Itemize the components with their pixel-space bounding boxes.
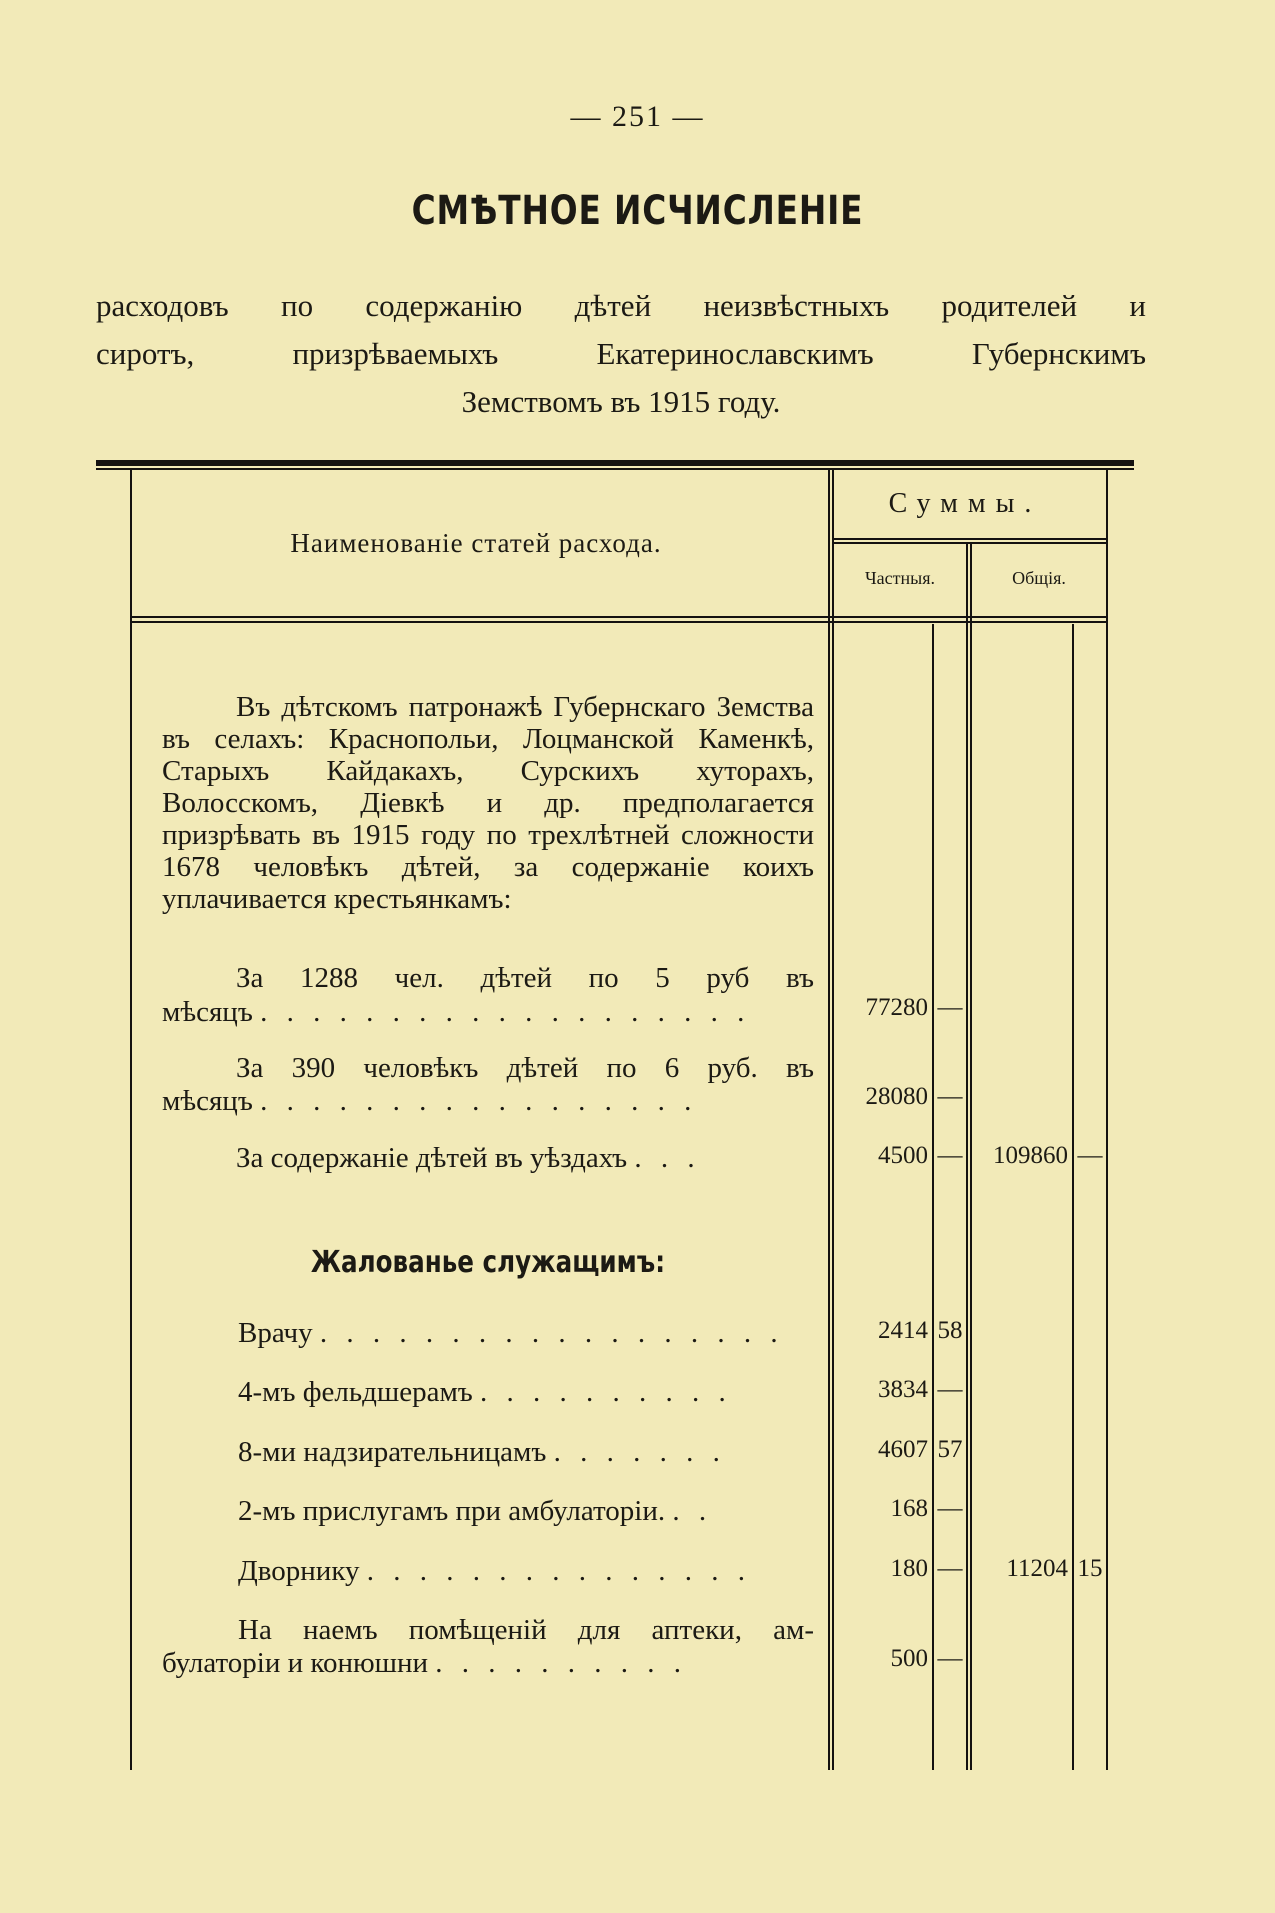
- header-item-names: Наименованіе статей расхода.: [290, 528, 662, 558]
- sums-header-divider: [832, 538, 1106, 540]
- row-label: Дворнику: [238, 1555, 360, 1587]
- subtitle-line-2: сиротъ, призрѣваемыхъ Екатеринославскимъ Губернскимъ: [96, 336, 1146, 371]
- row-feldshers-private-rub: 3834: [878, 1376, 928, 1403]
- row-leader-dots: . . . . . . . . . .: [480, 1376, 732, 1408]
- document-title: СМѢТНОЕ ИСЧИСЛЕНІЕ: [411, 188, 864, 234]
- row-servants: [238, 1495, 712, 1527]
- row-servants-private-rub: 168: [890, 1495, 928, 1522]
- header-bottom-rule: [132, 616, 1106, 618]
- row-label: 8-ми надзирательницамъ: [238, 1436, 547, 1468]
- subtitle-line-3: Земствомъ въ 1915 году.: [461, 384, 781, 419]
- row-1288-private-kop: —: [937, 994, 963, 1021]
- header-general: Общія.: [1012, 568, 1066, 588]
- row-1288-line2: [162, 996, 814, 1028]
- intro-paragraph: [162, 691, 814, 915]
- row-label-2: булаторіи и конюшни: [162, 1647, 429, 1679]
- private-kop-divider: [932, 624, 934, 1770]
- row-390-private-kop: —: [937, 1083, 963, 1110]
- row-label: За 390 человѣкъ дѣтей по 6 руб. въ: [236, 1052, 814, 1084]
- row-rent-private-kop: —: [937, 1645, 963, 1672]
- row-supervisors-private-rub: 4607: [878, 1436, 928, 1463]
- row-janitor-private-rub: 180: [890, 1555, 928, 1582]
- row-janitor: [238, 1555, 751, 1587]
- row-leader-dots: . . . . . . . . . . . . . . .: [366, 1555, 751, 1587]
- page-number: — 251 —: [570, 100, 705, 133]
- header-private: Частныя.: [864, 568, 936, 588]
- sums-header-divider-2: [832, 542, 1106, 544]
- table-left-border: [130, 470, 132, 1770]
- row-label: На наемъ помѣщеній для аптеки, ам-: [238, 1614, 814, 1646]
- row-supervisors-private-kop: 57: [937, 1436, 963, 1463]
- name-col-divider: [828, 470, 830, 1770]
- name-col-divider-double: [832, 470, 834, 1770]
- row-rent-private-rub: 500: [890, 1645, 928, 1672]
- row-uezd: [236, 1142, 701, 1174]
- intro-paragraph-text: Въ дѣтскомъ патронажѣ Губернскаго Земства въ селахъ: Краснопольи, Лоцманской Каменкѣ, Старыхъ Кайдакахъ, Сурскихъ хуторахъ, Волосскомъ, Діевкѣ и др. предполагается призрѣвать въ 1915 году по трехлѣтней сложности 1678 человѣкъ дѣтей, за содержаніе коихъ уплачивается крестьянкамъ:: [162, 691, 814, 915]
- row-supervisors: [238, 1436, 726, 1468]
- row-servants-private-kop: —: [937, 1495, 963, 1522]
- row-label: За содержаніе дѣтей въ уѣздахъ: [236, 1142, 628, 1174]
- row-feldshers: [238, 1376, 732, 1408]
- header-sums: Суммы.: [888, 488, 1042, 519]
- row-label: 2-мъ прислугамъ при амбулаторіи.: [238, 1495, 666, 1527]
- row-label: За 1288 чел. дѣтей по 5 руб въ: [236, 962, 814, 994]
- row-1288-private-rub: 77280: [865, 994, 928, 1021]
- section-salaries-title: Жалованье служащимъ:: [310, 1245, 666, 1280]
- row-doctor-private-rub: 2414: [878, 1317, 928, 1344]
- row-leader-dots: . . . . . . .: [553, 1436, 726, 1468]
- document-subtitle: [96, 282, 1146, 426]
- table-top-rule-thin: [96, 468, 1134, 470]
- row-uezd-private-kop: —: [937, 1142, 963, 1169]
- row-feldshers-private-kop: —: [937, 1376, 963, 1403]
- row-uezd-general-kop: —: [1077, 1142, 1103, 1169]
- row-leader-dots: . . . . . . . . . . . . . . . . . . .: [260, 996, 751, 1028]
- row-doctor-private-kop: 58: [937, 1317, 963, 1344]
- row-label-2: мѣсяцъ: [162, 1085, 253, 1117]
- row-janitor-private-kop: —: [937, 1555, 963, 1582]
- table-right-border: [1106, 470, 1108, 1770]
- row-janitor-general-kop: 15: [1077, 1555, 1103, 1582]
- header-bottom-rule-2: [132, 621, 1106, 623]
- row-leader-dots: . . . . . . . . . .: [435, 1647, 688, 1679]
- row-leader-dots: . .: [672, 1495, 713, 1527]
- row-390-private-rub: 28080: [865, 1083, 928, 1110]
- table-top-rule: [96, 460, 1134, 466]
- general-kop-divider: [1072, 624, 1074, 1770]
- row-rent-line1: [162, 1614, 814, 1646]
- row-390-line2: [162, 1085, 814, 1117]
- row-label-2: мѣсяцъ: [162, 996, 253, 1028]
- row-leader-dots: . . .: [634, 1142, 701, 1174]
- row-rent-line2: [162, 1647, 814, 1679]
- subtitle-line-1: расходовъ по содержанію дѣтей неизвѣстныхъ родителей и: [96, 288, 1146, 323]
- row-uezd-private-rub: 4500: [878, 1142, 928, 1169]
- row-janitor-general-rub: 11204: [1006, 1555, 1068, 1582]
- row-1288-line1: [162, 962, 814, 994]
- row-390-line1: [162, 1052, 814, 1084]
- row-label: Врачу: [238, 1317, 313, 1349]
- row-uezd-general-rub: 109860: [993, 1142, 1068, 1169]
- row-leader-dots: . . . . . . . . . . . . . . . . .: [260, 1085, 698, 1117]
- row-label: 4-мъ фельдшерамъ: [238, 1376, 473, 1408]
- private-general-divider: [966, 542, 968, 1770]
- row-doctor: [238, 1317, 784, 1349]
- row-leader-dots: . . . . . . . . . . . . . . . . . .: [319, 1317, 784, 1349]
